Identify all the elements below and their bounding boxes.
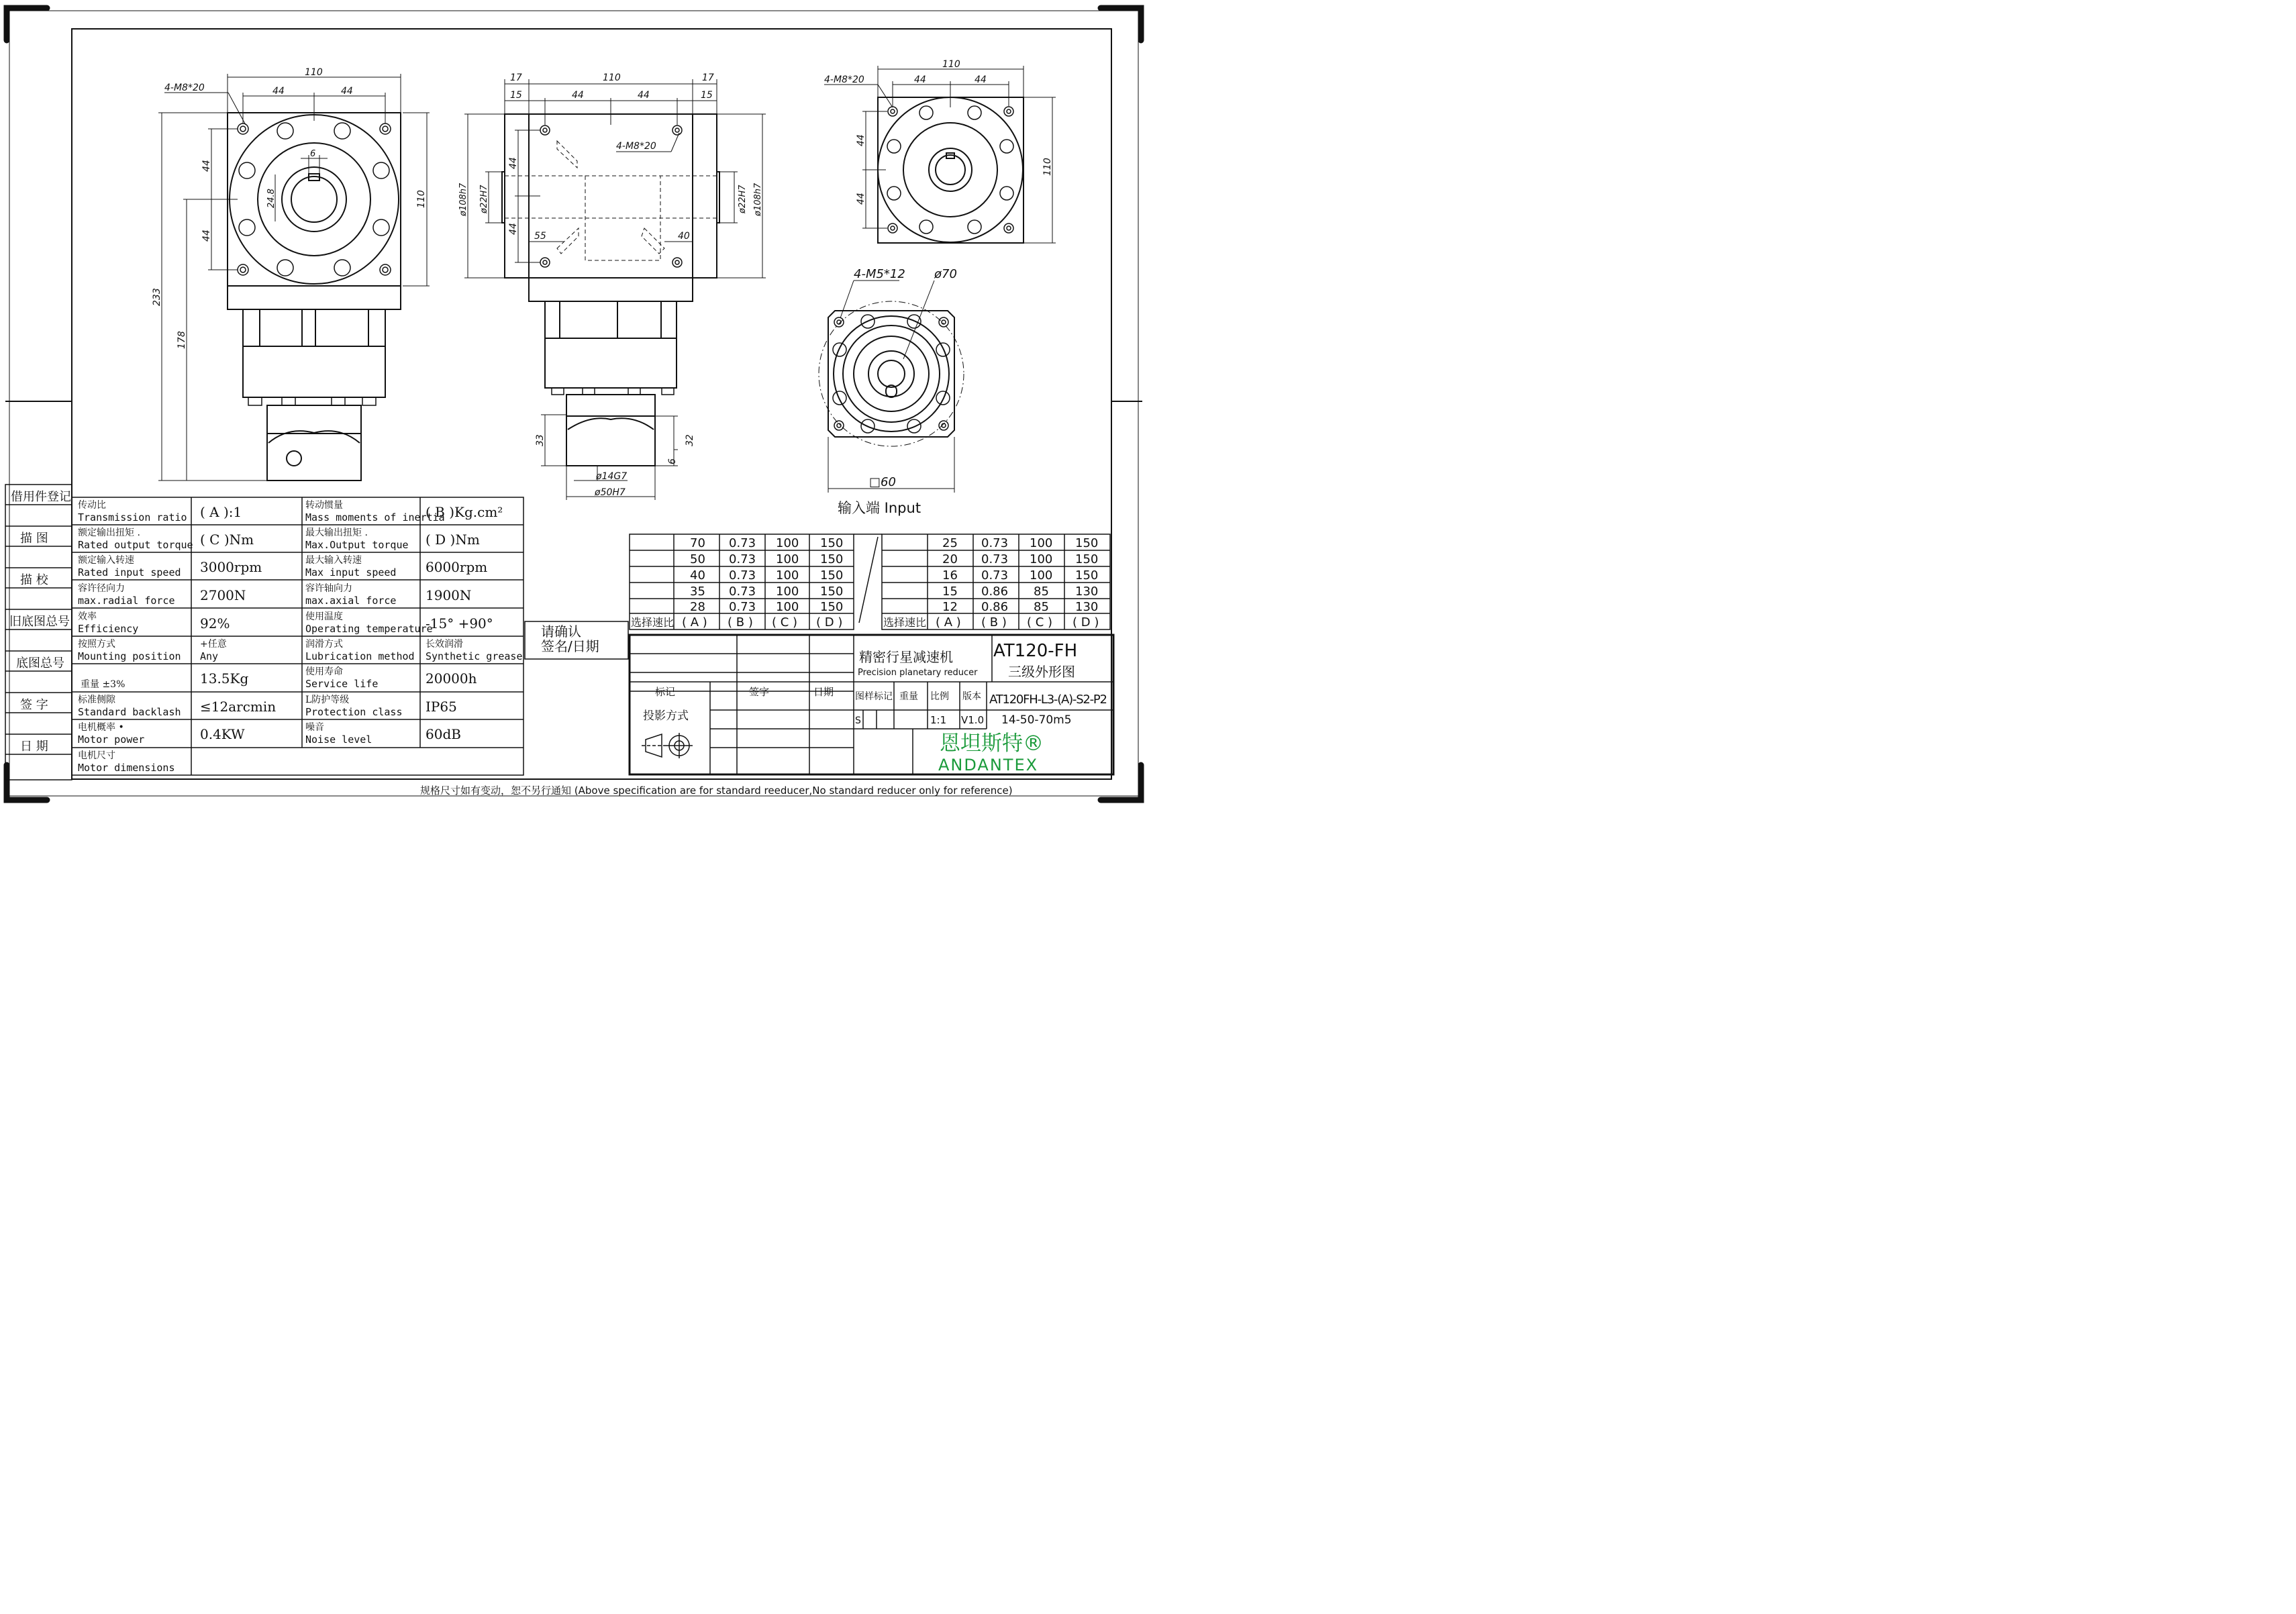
spec-value: 2700N bbox=[200, 587, 246, 603]
dim-44-left: 44 bbox=[272, 86, 285, 97]
dim-110-height: 110 bbox=[416, 190, 427, 208]
version-value: V1.0 bbox=[961, 714, 985, 726]
dim-110-top: 110 bbox=[942, 59, 960, 70]
side-strip-labels bbox=[9, 490, 71, 754]
ratio-cell: 20 bbox=[942, 552, 958, 566]
shaft-left: ø22H7 bbox=[479, 185, 489, 213]
spec-label-cn: 转动惯量 bbox=[305, 500, 343, 511]
model-name: AT120-FH bbox=[993, 641, 1078, 661]
spec-row bbox=[78, 527, 480, 551]
spec-value: 3000rpm bbox=[200, 559, 262, 575]
spec-label-en: 重量 ±3% bbox=[81, 679, 126, 690]
spec-label-cn: 使用寿命 bbox=[305, 666, 343, 677]
spec-value: IP65 bbox=[426, 699, 457, 715]
ratio-header: ( A ) bbox=[682, 615, 707, 629]
select-ratio-label: 选择速比 bbox=[883, 616, 927, 629]
ratio-cell: 25 bbox=[942, 536, 958, 550]
side-label: 签 字 bbox=[20, 698, 48, 712]
select-ratio-label: 选择速比 bbox=[631, 616, 675, 629]
ratio-cell: 100 bbox=[1030, 552, 1053, 566]
top-right-view bbox=[878, 97, 1024, 243]
confirm-line1: 请确认 bbox=[541, 623, 581, 640]
spec-label-cn: 最大输出扭矩 . bbox=[305, 527, 368, 538]
spec-row bbox=[78, 583, 471, 607]
side-label: 底图总号 bbox=[16, 656, 64, 670]
ratio-cell: 150 bbox=[820, 536, 844, 550]
weight-label: 重量 bbox=[899, 691, 918, 702]
dim-110-right: 110 bbox=[1042, 158, 1053, 176]
dim-110: 110 bbox=[305, 67, 323, 78]
side-view-dimensions bbox=[464, 79, 766, 500]
spec-label-en: max.axial force bbox=[305, 595, 397, 607]
ratio-cell: 150 bbox=[820, 585, 844, 599]
ratio-cell: 85 bbox=[1034, 600, 1049, 614]
square-dim: □60 bbox=[869, 475, 896, 489]
spec-label-cn: 电机尺寸 bbox=[78, 750, 115, 761]
ratio-cell: 0.86 bbox=[981, 600, 1009, 614]
scale-value: 1:1 bbox=[930, 714, 947, 726]
spec-value: ( D )Nm bbox=[426, 532, 480, 548]
brand-name-cn: 恩坦斯特® bbox=[940, 732, 1044, 756]
ratio-cell: 12 bbox=[942, 600, 958, 614]
spec-row bbox=[78, 721, 461, 746]
ratio-cell: 150 bbox=[1075, 568, 1099, 583]
spec-mid-cn: 长效润滑 bbox=[426, 639, 463, 650]
version-label: 版本 bbox=[962, 691, 981, 702]
ratio-header: ( B ) bbox=[728, 615, 753, 629]
spec-row bbox=[78, 638, 523, 662]
dim-233: 233 bbox=[152, 288, 162, 306]
spec-row bbox=[78, 694, 457, 718]
spec-label-en: Noise level bbox=[305, 734, 372, 746]
thread-note: 4-M8*20 bbox=[616, 141, 656, 152]
shaft-right: ø22H7 bbox=[738, 185, 748, 213]
spec-label-en: Rated output torque bbox=[78, 539, 193, 551]
dia-50: ø50H7 bbox=[595, 487, 626, 498]
technical-drawing-sheet bbox=[0, 0, 1148, 807]
spec-value: ≤12arcmin bbox=[200, 699, 277, 715]
spec-label-en: Motor power bbox=[78, 734, 145, 746]
pcd-note: ø70 bbox=[934, 267, 957, 281]
ratio-header: ( A ) bbox=[936, 615, 961, 629]
ratio-cell: 150 bbox=[1075, 552, 1099, 566]
dim-40: 40 bbox=[678, 231, 690, 242]
ratio-cell: 100 bbox=[776, 552, 799, 566]
ratio-cell: 0.73 bbox=[729, 552, 756, 566]
keyway-width: 6 bbox=[310, 149, 316, 159]
spec-label-cn: 电机概率 • bbox=[78, 722, 124, 733]
thread-note: 4-M8*20 bbox=[824, 74, 864, 85]
side-label: 日 期 bbox=[20, 740, 48, 754]
spec-label-en: Standard backlash bbox=[78, 706, 181, 718]
dim-178: 178 bbox=[177, 331, 187, 349]
dim-15-right: 15 bbox=[701, 90, 713, 101]
spec-value: ( A ):1 bbox=[200, 504, 242, 520]
ratio-cell: 16 bbox=[942, 568, 958, 583]
vert-44-top: 44 bbox=[508, 157, 519, 169]
spec-label-cn: 使用温度 bbox=[305, 611, 343, 622]
thread-note: 4-M8*20 bbox=[164, 83, 205, 93]
dim-6: 6 bbox=[667, 458, 678, 464]
s-mark: S bbox=[855, 715, 861, 726]
ratio-cell: 0.73 bbox=[729, 536, 756, 550]
ratio-cell: 100 bbox=[776, 600, 799, 614]
ratio-cell: 100 bbox=[1030, 536, 1053, 550]
ratio-cell: 0.73 bbox=[981, 536, 1009, 550]
ratio-cell: 0.86 bbox=[981, 585, 1009, 599]
spec-label-cn: 最大输入转速 bbox=[305, 555, 362, 566]
spec-label-cn: 按照方式 bbox=[78, 639, 115, 650]
spec-label-cn: 容许轴向力 bbox=[305, 583, 352, 594]
spec-label-en: Max input speed bbox=[305, 566, 397, 578]
ratio-cell: 0.73 bbox=[981, 552, 1009, 566]
spec-number: 14-50-70m5 bbox=[1001, 713, 1072, 727]
vert-44-bottom: 44 bbox=[508, 223, 519, 235]
side-label: 描 校 bbox=[20, 573, 48, 587]
spec-label-en: max.radial force bbox=[78, 595, 175, 607]
spec-label-en: Service life bbox=[305, 678, 379, 690]
side-strip bbox=[5, 485, 72, 780]
product-name-cn: 精密行星减速机 bbox=[859, 649, 953, 665]
spec-value: 6000rpm bbox=[426, 559, 488, 575]
ratio-cell: 150 bbox=[1075, 536, 1099, 550]
spec-row bbox=[78, 499, 503, 523]
spec-value: 92% bbox=[200, 615, 230, 632]
part-number: AT120FH-L3-(A)-S2-P2 bbox=[989, 693, 1107, 707]
pattern-mark-label: 图样标记 bbox=[855, 691, 893, 702]
signature-label: 签字 bbox=[749, 686, 770, 698]
spec-label-en: Mounting position bbox=[78, 650, 181, 662]
input-view bbox=[819, 301, 964, 446]
side-label: 描 图 bbox=[20, 532, 48, 546]
spec-value: 60dB bbox=[426, 726, 461, 742]
spec-value: -15° +90° bbox=[426, 615, 493, 632]
bore-left: ø108h7 bbox=[458, 183, 468, 216]
ratio-cell: 100 bbox=[1030, 568, 1053, 583]
dim-33: 33 bbox=[535, 434, 546, 446]
spec-label-en: Transmission ratio bbox=[78, 511, 187, 523]
spec-label-cn: 噪音 bbox=[305, 722, 324, 733]
spec-label-en: Rated input speed bbox=[78, 566, 181, 578]
ratio-header: ( D ) bbox=[1072, 615, 1099, 629]
ratio-header: ( C ) bbox=[1027, 615, 1053, 629]
spec-mid-en: Any bbox=[200, 650, 219, 662]
mark-label: 标记 bbox=[655, 686, 676, 698]
ratio-cell: 130 bbox=[1075, 585, 1099, 599]
ratio-cell: 0.73 bbox=[981, 568, 1009, 583]
dim-17-left: 17 bbox=[510, 72, 522, 83]
scale-label: 比例 bbox=[930, 691, 949, 702]
spec-value: 0.4KW bbox=[200, 726, 245, 742]
dia-14: ø14G7 bbox=[596, 471, 628, 482]
ratio-header: ( B ) bbox=[981, 615, 1007, 629]
dim-44-right: 44 bbox=[638, 90, 650, 101]
spec-label-en: Operating temperature bbox=[305, 623, 433, 635]
ratio-cell: 28 bbox=[690, 600, 705, 614]
product-name-en: Precision planetary reducer bbox=[858, 668, 978, 678]
spec-value: ( B )Kg.cm² bbox=[426, 504, 503, 520]
spec-label-cn: 标准侧隙 bbox=[78, 695, 115, 705]
footer-note: 规格尺寸如有变动，恕不另行通知 (Above specification are for standard reeducer,No standard reducer only for reference) bbox=[420, 785, 1013, 797]
thread-note: 4-M5*12 bbox=[854, 267, 905, 281]
spec-value: 20000h bbox=[426, 670, 477, 687]
side-label: 借用件登记 bbox=[11, 490, 71, 504]
side-label: 旧底图总号 bbox=[9, 615, 70, 629]
ratio-cell: 85 bbox=[1034, 585, 1049, 599]
ratio-cell: 100 bbox=[776, 585, 799, 599]
dim-44-top: 44 bbox=[201, 160, 212, 172]
ratio-cell: 150 bbox=[820, 568, 844, 583]
dim-44-left: 44 bbox=[914, 74, 926, 85]
ratio-cell: 35 bbox=[690, 585, 705, 599]
input-caption: 输入端 Input bbox=[838, 500, 921, 516]
dim-32: 32 bbox=[685, 434, 695, 446]
brand-name-en: ANDANTEX bbox=[938, 756, 1039, 774]
outer-border bbox=[9, 11, 1138, 796]
spec-label-cn: L防护等级 bbox=[305, 695, 350, 705]
date-label: 日期 bbox=[813, 686, 834, 698]
ratio-cell: 50 bbox=[690, 552, 705, 566]
ratio-cell: 40 bbox=[690, 568, 705, 583]
ratio-cell: 100 bbox=[776, 536, 799, 550]
dim-44-right: 44 bbox=[341, 86, 353, 97]
spec-label-cn: 传动比 bbox=[78, 500, 106, 511]
ratio-header: ( C ) bbox=[772, 615, 798, 629]
spec-mid-cn: +任意 bbox=[200, 639, 227, 650]
vert-44-top: 44 bbox=[856, 134, 866, 146]
ratio-cell: 15 bbox=[942, 585, 958, 599]
spec-value: 1900N bbox=[426, 587, 472, 603]
spec-value: ( C )Nm bbox=[200, 532, 254, 548]
spec-row bbox=[78, 750, 175, 774]
spec-label-en: Efficiency bbox=[78, 623, 139, 635]
ratio-cell: 100 bbox=[776, 568, 799, 583]
side-view bbox=[502, 114, 719, 466]
ratio-cell: 70 bbox=[690, 536, 705, 550]
ratio-header: ( D ) bbox=[816, 615, 843, 629]
spec-label-cn: 额定输出扭矩 . bbox=[78, 527, 140, 538]
ratio-cell: 150 bbox=[820, 600, 844, 614]
spec-label-en: Max.Output torque bbox=[305, 539, 409, 551]
drawing-name: 三级外形图 bbox=[1008, 664, 1075, 680]
spec-label-en: Lubrication method bbox=[305, 650, 415, 662]
dim-17-right: 17 bbox=[702, 72, 714, 83]
front-view-dimensions bbox=[158, 74, 430, 481]
confirm-box bbox=[525, 621, 628, 659]
spec-label-cn: 润滑方式 bbox=[305, 639, 343, 650]
front-view bbox=[228, 113, 401, 481]
dim-44-left: 44 bbox=[572, 90, 584, 101]
ratio-cell: 0.73 bbox=[729, 585, 756, 599]
bore-right: ø108h7 bbox=[753, 183, 763, 216]
dim-110: 110 bbox=[603, 72, 621, 83]
key-depth: 24.8 bbox=[266, 189, 277, 208]
spec-value: 13.5Kg bbox=[200, 670, 249, 687]
dim-15-left: 15 bbox=[510, 90, 522, 101]
spec-label-cn: 效率 bbox=[78, 611, 97, 622]
title-block bbox=[643, 641, 1107, 774]
spec-row bbox=[78, 611, 493, 635]
dim-44-bottom: 44 bbox=[201, 230, 212, 242]
spec-label-en: Mass moments of inertia bbox=[305, 511, 445, 523]
spec-label-cn: 容许径向力 bbox=[78, 583, 125, 594]
top-right-view-dim-text bbox=[824, 59, 1053, 205]
spec-label-en: Motor dimensions bbox=[78, 762, 175, 774]
side-view-hidden-lines bbox=[505, 141, 717, 260]
ratio-cell: 0.73 bbox=[729, 568, 756, 583]
spec-row bbox=[78, 554, 487, 578]
spec-row bbox=[81, 666, 477, 690]
ratio-cell: 0.73 bbox=[729, 600, 756, 614]
ratio-cell: 130 bbox=[1075, 600, 1099, 614]
confirm-line2: 签名/日期 bbox=[541, 638, 599, 654]
vert-44-bottom: 44 bbox=[856, 193, 866, 205]
spec-mid-en: Synthetic grease bbox=[426, 650, 523, 662]
dim-44-right: 44 bbox=[975, 74, 987, 85]
spec-label-en: Protection class bbox=[305, 706, 403, 718]
ratio-cell: 150 bbox=[820, 552, 844, 566]
projection-symbol-icon bbox=[642, 733, 693, 758]
dim-55: 55 bbox=[534, 231, 546, 242]
projection-label: 投影方式 bbox=[643, 709, 689, 723]
spec-label-cn: 额定输入转速 bbox=[78, 555, 134, 566]
